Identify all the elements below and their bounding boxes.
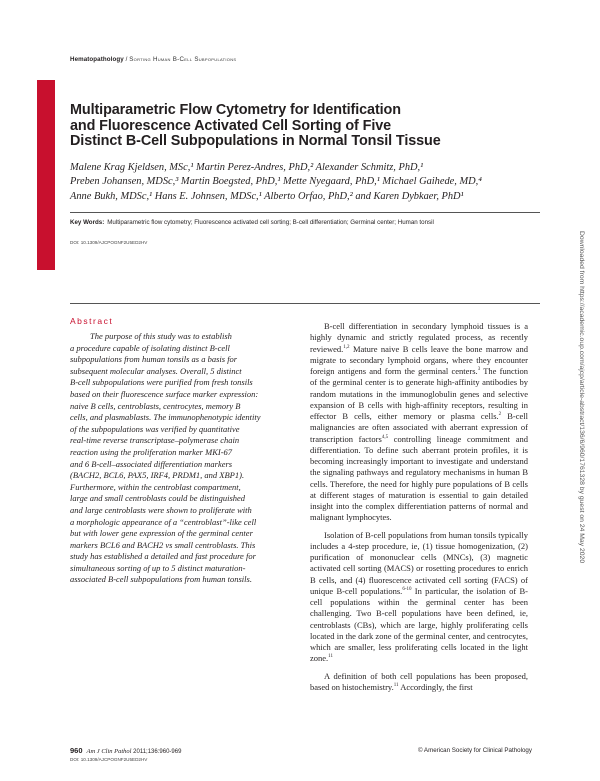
journal-name: Am J Clin Pathol [86, 748, 132, 755]
abstract-line: (BACH2, BCL6, PAX5, IRF4, PRDM1, and XBP1). [70, 470, 245, 481]
body-text: In particular, the isolation of B-cell populations within the germinal center has been challenging. Two B-cell populations have been defined, ie, centroblasts (CBs), which are large, highly proliferating cells located in the dark zone of the germinal center, and centrocytes, which are smaller, less proliferating cells located in the light zone. [310, 585, 528, 664]
header-section: Hematopathology [70, 56, 124, 63]
copyright: © American Society for Clinical Pathology [418, 747, 532, 754]
body-paragraph [310, 530, 528, 665]
header-separator: / [123, 56, 130, 63]
keywords-text: Multiparametric flow cytometry; Fluorescence activated cell sorting; B-cell differentiation; Germinal center; Human tonsil [107, 219, 434, 226]
red-accent-bar [37, 80, 55, 270]
author-line: Malene Krag Kjeldsen, MSc,¹ Martin Perez-Andres, PhD,² Alexander Schmitz, PhD,¹ [70, 162, 424, 173]
divider-top [70, 212, 540, 213]
abstract-line: cells, and plasmablasts. The immunophenotypic identity [70, 412, 261, 423]
article-title [70, 103, 530, 150]
author-list [70, 161, 540, 204]
title-line: Distinct B-Cell Subpopulations in Normal Tonsil Tissue [70, 133, 441, 150]
citation-ref: 2 [498, 412, 502, 418]
abstract-line: real-time reverse transcriptase–polymerase chain [70, 435, 240, 446]
citation-ref: 4,5 [381, 434, 389, 440]
body-column [310, 321, 528, 699]
citation-ref: 3 [477, 367, 481, 373]
abstract-line: naive B cells, centroblasts, centrocytes, memory B [70, 400, 241, 411]
citation-ref: 1,2 [343, 344, 350, 350]
author-line: Anne Bukh, MDSc,¹ Hans E. Johnsen, MDSc,¹ Alberto Orfao, PhD,² and Karen Dybkaer, PhD¹ [70, 190, 464, 202]
journal-citation: 2011;136:960-969 [131, 749, 182, 755]
title-line: Multiparametric Flow Cytometry for Identification [70, 102, 401, 118]
abstract-line: markers BCL6 and BACH2 vs small centroblasts. This [70, 539, 256, 550]
body-text: controlling lineage commitment and differentiation. To define such aberrant protein profiles, it is becoming increasingly important to investigate and understand the signaling pathways and regulatory mechanisms in human B cells. Therefore, the need for highly pure populations of B cells at different stages of maturation is essential to gain detailed insight into the complex differentiation patterns of normal and malignant lymphocytes. [310, 433, 528, 523]
body-text: Accordingly, the first [398, 681, 473, 692]
body-text: B-cell differentiation in secondary lymphoid tissues is a highly dynamic and strictly regulated process, as recently reviewed. [310, 321, 528, 354]
footer-citation [70, 747, 181, 764]
abstract-line: study has established a detailed and fast procedure for [70, 551, 256, 562]
download-watermark: Downloaded from https://academic.oup.com/ajcp/article-abstract/136/6/960/1761328 by guest on 24 May 2020 [578, 231, 585, 564]
abstract-line: subsequent molecular analyses. Overall, 5 distinct [70, 365, 242, 376]
divider-abstract [70, 303, 540, 304]
abstract-line: a morphologic appearance of a “centroblast”-like cell [70, 516, 257, 527]
doi-bottom: DOI: 10.1309/AJCPOGNF2U5ED2HV [70, 757, 148, 762]
abstract-line: simultaneous sorting of up to 5 distinct maturation- [70, 562, 246, 573]
abstract-text [70, 331, 298, 586]
body-text: Isolation of B-cell populations from human tonsils typically includes a 4-step procedure, ie, (1) tissue homogenization, (2) purification of mononuclear cells (MNCs), (3) magnetic activated cell sorting (MACS) or rosetting procedures to enrich B cells, and (4) fluorescence activated cell sorting (FACS) of unique B-cell populations. [310, 529, 528, 596]
abstract-line: subpopulations from human tonsils as a basis for [70, 354, 238, 365]
citation-ref: 11 [328, 654, 333, 660]
abstract-line: and large centroblasts were shown to proliferate with [70, 504, 252, 515]
abstract-line: reaction using the proliferation marker MKI-67 [70, 446, 233, 457]
running-header [70, 56, 236, 63]
body-text: B-cell malignancies are often associated with aberrant expression of transcription factors [310, 411, 528, 444]
abstract-line: associated B-cell subpopulations from human tonsils. [70, 574, 252, 585]
abstract-line: but with lower gene expression of the germinal center [70, 528, 253, 539]
abstract-heading: Abstract [70, 316, 114, 326]
author-line: Preben Johansen, MDSc,³ Martin Boegsted, PhD,¹ Mette Nyegaard, PhD,¹ Michael Gaihede, MD,⁴ [70, 176, 482, 188]
abstract-line: of the subpopulations was verified by quantitative [70, 423, 240, 434]
body-text: A definition of both cell populations has been proposed, based on histochemistry. [310, 670, 528, 692]
keywords [70, 219, 540, 226]
body-paragraph [310, 671, 528, 694]
title-line: and Fluorescence Activated Cell Sorting of Five [70, 117, 392, 134]
abstract-line: B-cell subpopulations were purified from fresh tonsils [70, 377, 253, 388]
abstract-line: and 6 B-cell–associated differentiation markers [70, 458, 233, 469]
body-text: The function of the germinal center is to generate high-affinity antibodies by random mutations in the immunoglobulin genes and selective expansion of B cells with high-affinity receptors, resulting in effector B cells, either memory or plasma cells. [310, 366, 528, 421]
abstract-line: Furthermore, within the centroblast compartment, [70, 481, 241, 492]
abstract-line: a procedure capable of isolating distinct B-cell [70, 342, 230, 353]
citation-ref: 11 [393, 682, 399, 688]
citation-ref: 6-10 [402, 586, 412, 592]
abstract-line: large and small centroblasts could be distinguished [70, 493, 246, 504]
body-text: Mature naive B cells leave the bone marrow and migrate to secondary lymphoid organs, where they encounter foreign antigens and form the germinal centers. [310, 343, 528, 376]
doi-top: DOI: 10.1309/AJCPOGNF2U5ED2HV [70, 240, 148, 245]
page-number: 960 [70, 746, 83, 755]
abstract-line: The purpose of this study was to establish [90, 331, 232, 341]
body-paragraph [310, 321, 528, 524]
keywords-label: Key Words: [70, 219, 105, 226]
header-subsection: Sorting Human B-Cell Subpopulations [129, 56, 237, 63]
abstract-line: based on their fluorescence surface marker expression: [70, 388, 259, 399]
